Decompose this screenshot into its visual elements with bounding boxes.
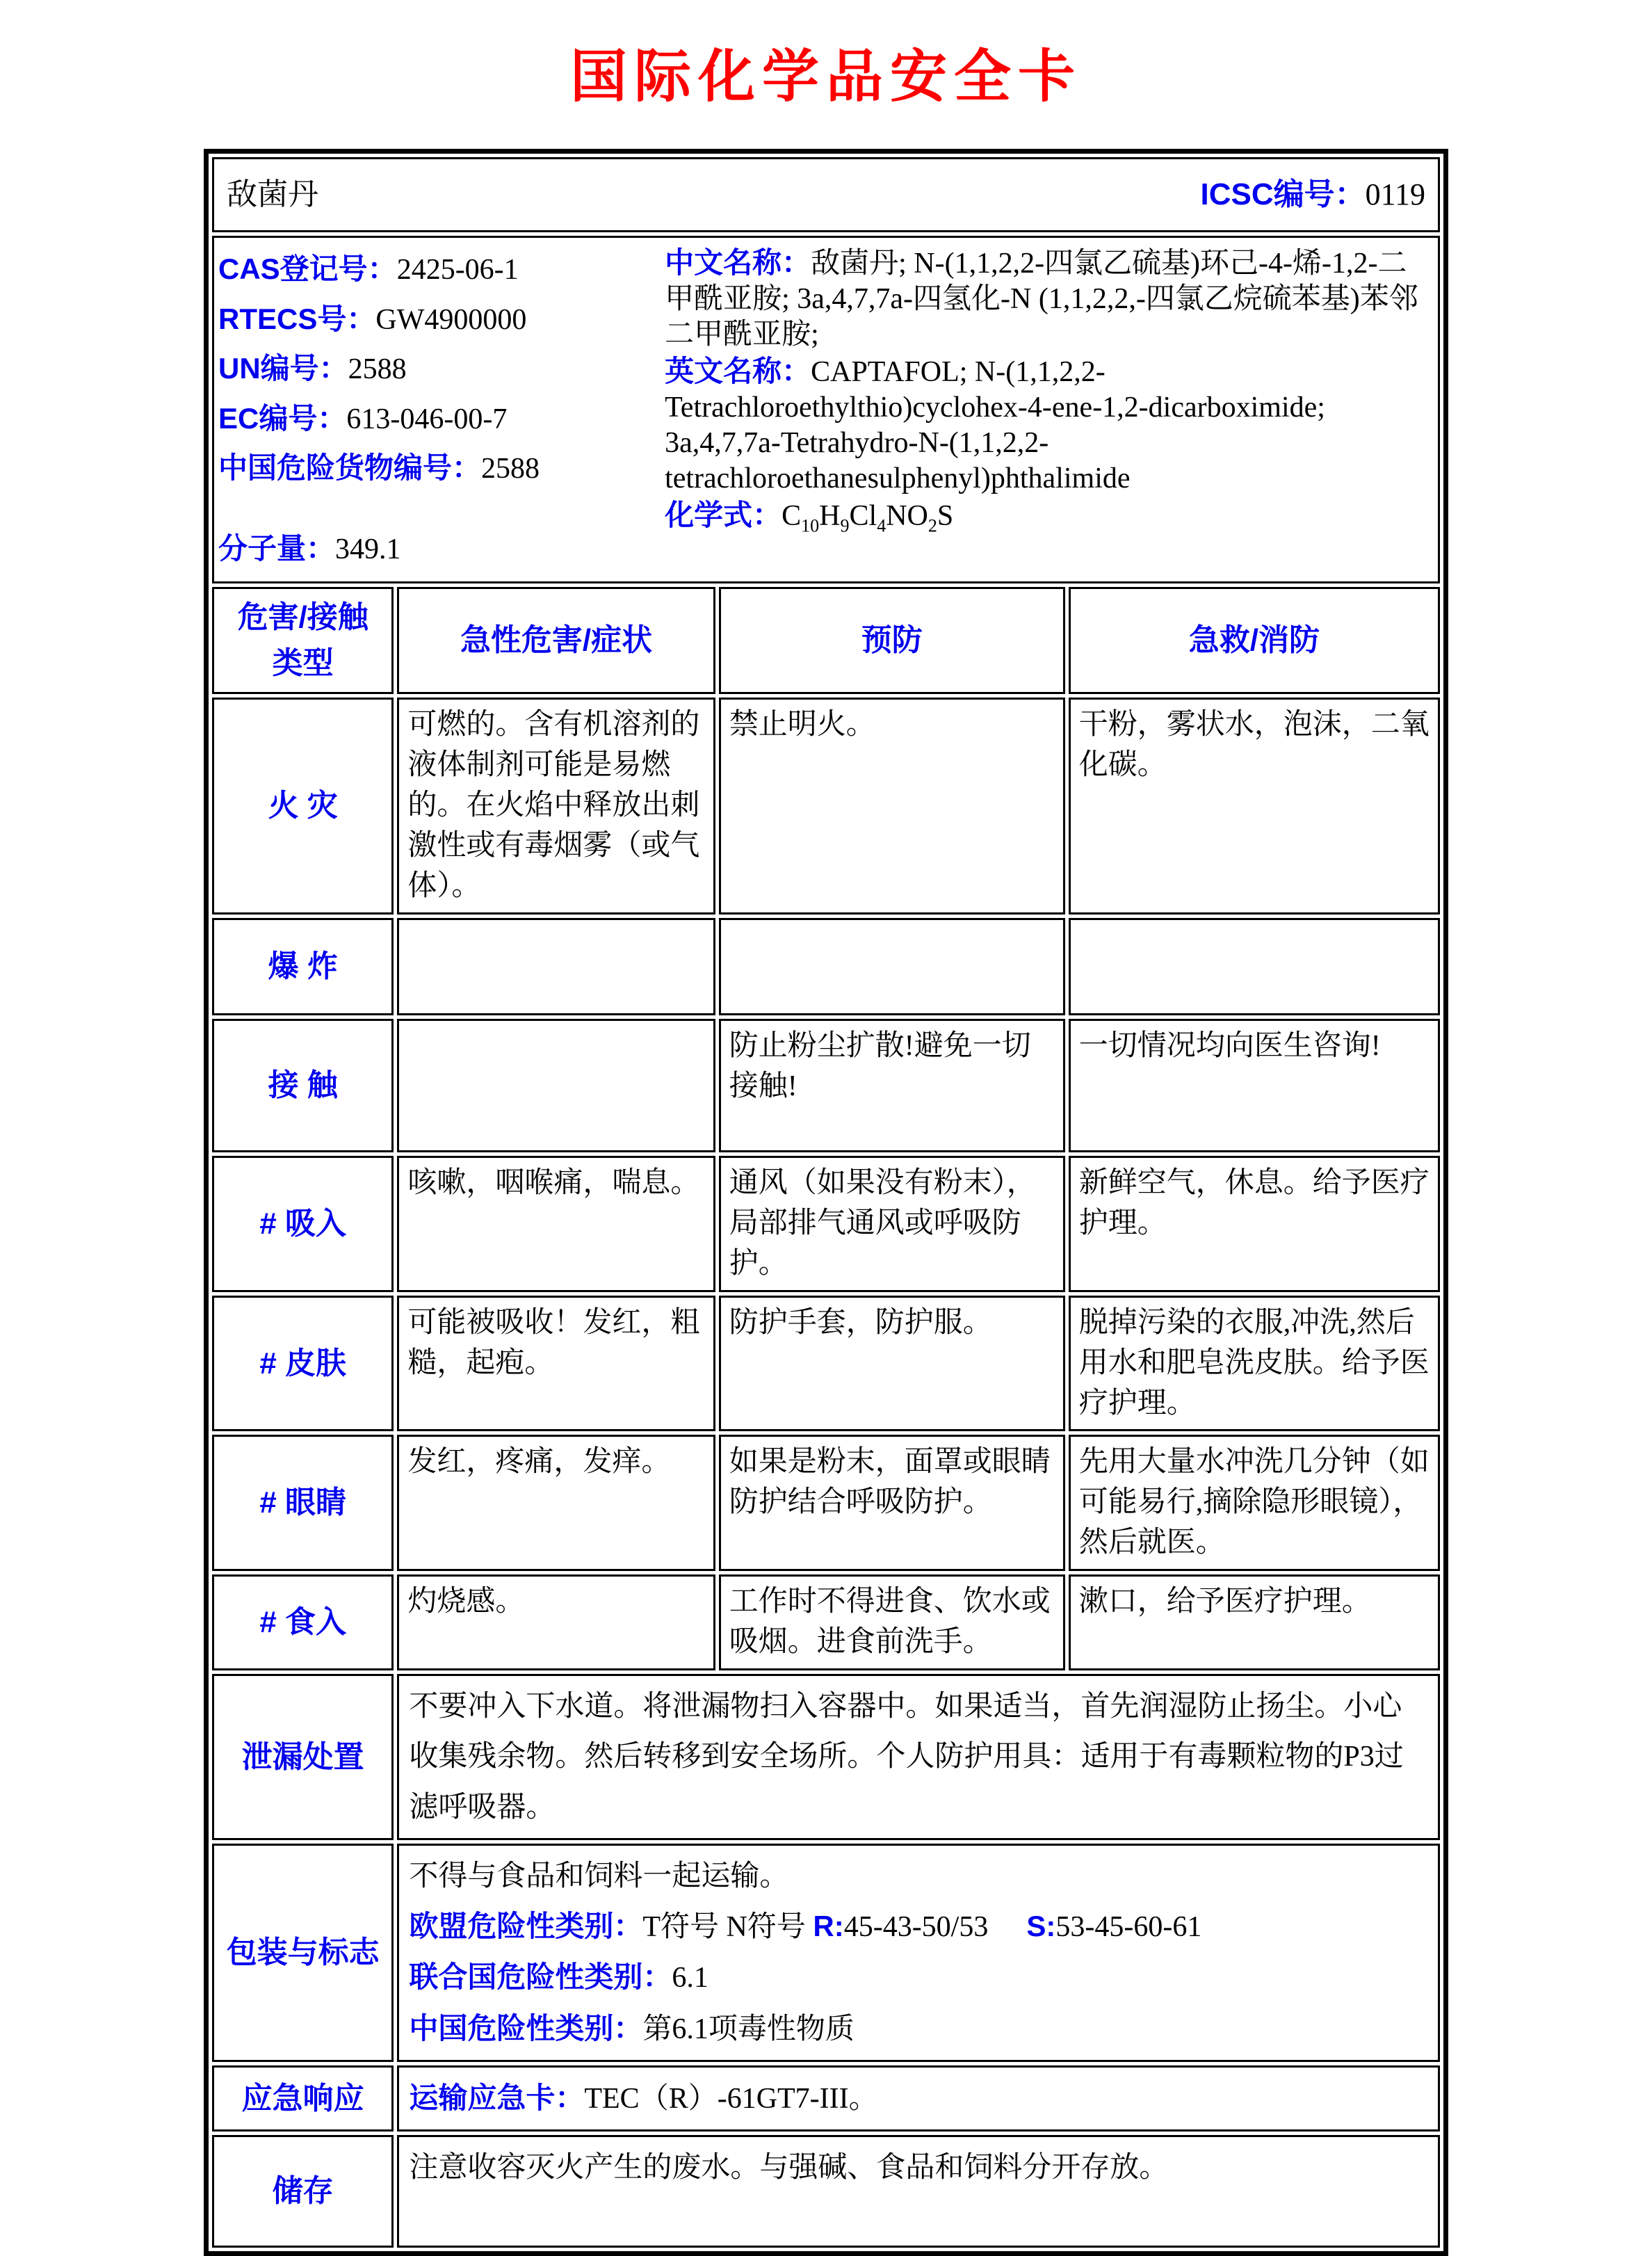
r-phrases-label: R:	[813, 1910, 844, 1943]
column-header-hazard-type-line1: 危害/接触	[237, 600, 369, 634]
contact-prevention: 防止粉尘扩散!避免一切接触!	[719, 1019, 1065, 1152]
chemical-formula-value: $C_{10}H_9Cl_4NO_2S$	[782, 499, 954, 536]
molecular-weight-value: 349.1	[335, 533, 401, 566]
storage-row	[212, 2135, 1440, 2248]
emergency-type-label: 应急响应	[212, 2065, 394, 2132]
skin-type-label: # 皮肤	[212, 1296, 394, 1432]
english-name-value: CAPTAFOL; N-(1,1,2,2-Tetrachloroethylthio)cyclohex-4-ene-1,2-dicarboximide; 3a,4,7,7a-Tetrahydro-N-(1,1,2,2-tetrachloroethanesulphenyl)phthalimide	[665, 355, 1325, 495]
molecular-weight-line	[218, 524, 651, 574]
ingestion-response: 漱口，给予医疗护理。	[1069, 1574, 1440, 1670]
chinese-name-block	[665, 245, 1434, 353]
column-header-firstaid-firefighting-label: 急救/消防	[1188, 623, 1320, 657]
un-class-value: 6.1	[672, 1962, 708, 1995]
column-header-hazard-type	[212, 587, 394, 694]
un-number-label: UN编号：	[218, 352, 348, 385]
hazard-row-inhalation	[212, 1156, 1440, 1292]
hazard-row-explosion	[212, 918, 1440, 1015]
explosion-prevention	[719, 918, 1065, 1015]
eyes-prevention: 如果是粉末，面罩或眼睛防护结合呼吸防护。	[719, 1435, 1065, 1571]
chemical-formula-block	[665, 497, 1434, 537]
contact-type-label: 接 触	[212, 1019, 394, 1152]
explosion-symptoms	[397, 918, 715, 1015]
icsc-number-value: 0119	[1365, 177, 1425, 211]
ec-number-line	[218, 394, 651, 444]
transport-emergency-card-label: 运输应急卡：	[409, 2081, 585, 2114]
english-name-label: 英文名称：	[665, 354, 811, 387]
eyes-symptoms: 发红，疼痛，发痒。	[397, 1435, 715, 1571]
skin-prevention: 防护手套，防护服。	[719, 1296, 1065, 1432]
packaging-cn-class-line	[409, 2004, 1428, 2054]
ingestion-symptoms: 灼烧感。	[397, 1574, 715, 1670]
packaging-row	[212, 1844, 1440, 2062]
s-phrases-label: S:	[1026, 1910, 1056, 1943]
hazard-row-ingestion	[212, 1574, 1440, 1670]
icsc-number-group	[1201, 174, 1426, 216]
icsc-number-label: ICSC编号：	[1200, 177, 1366, 211]
identifiers-row	[212, 236, 1440, 583]
spillage-content: 不要冲入下水道。将泄漏物扫入容器中。如果适当，首先润湿防止扬尘。小心收集残余物。然后转移到安全场所。个人防护用具：适用于有毒颗粒物的P3过滤呼吸器。	[397, 1674, 1440, 1840]
r-phrases-value: 45-43-50/53	[843, 1911, 989, 1944]
ingestion-prevention: 工作时不得进食、饮水或吸烟。进食前洗手。	[719, 1574, 1065, 1670]
cas-number-label: CAS登记号：	[218, 252, 397, 285]
rtecs-number-value: GW4900000	[375, 303, 527, 336]
icsc-card	[204, 149, 1448, 2256]
packaging-content	[397, 1844, 1440, 2062]
spillage-row	[212, 1674, 1440, 1840]
un-number-line	[218, 344, 651, 394]
hazard-row-fire	[212, 698, 1440, 915]
hazard-row-contact	[212, 1019, 1440, 1152]
column-header-firstaid-firefighting	[1069, 587, 1440, 694]
inhalation-prevention: 通风（如果没有粉末），局部排气通风或呼吸防护。	[719, 1156, 1065, 1292]
molecular-weight-label: 分子量：	[218, 532, 336, 565]
eu-class-label: 欧盟危险性类别：	[409, 1910, 643, 1943]
china-dangerous-goods-number-value: 2588	[481, 453, 540, 485]
skin-symptoms: 可能被吸收！发红，粗糙，起疱。	[397, 1296, 715, 1432]
contact-response: 一切情况均向医生咨询!	[1069, 1019, 1440, 1152]
inhalation-type-label: # 吸入	[212, 1156, 394, 1292]
column-header-symptoms	[397, 587, 715, 694]
fire-response: 干粉，雾状水，泡沫，二氧化碳。	[1069, 698, 1440, 915]
contact-symptoms	[397, 1019, 715, 1152]
ec-number-label: EC编号：	[218, 401, 347, 435]
spillage-type-label: 泄漏处置	[212, 1674, 394, 1840]
inhalation-response: 新鲜空气，休息。给予医疗护理。	[1069, 1156, 1440, 1292]
storage-type-label: 储存	[212, 2135, 394, 2248]
eyes-response: 先用大量水冲洗几分钟（如可能易行,摘除隐形眼镜），然后就医。	[1069, 1435, 1440, 1571]
eyes-type-label: # 眼睛	[212, 1435, 394, 1571]
card-header-cell	[212, 157, 1440, 232]
s-phrases-value: 53-45-60-61	[1055, 1911, 1202, 1944]
eu-class-symbols: T符号 N符号	[642, 1911, 813, 1944]
english-name-block	[665, 353, 1434, 497]
column-header-prevention	[719, 587, 1065, 694]
card-header-row	[212, 157, 1440, 232]
cn-class-label: 中国危险性类别：	[409, 2011, 643, 2045]
cas-number-value: 2425-06-1	[396, 254, 519, 286]
transport-emergency-card-value: TEC（R）-61GT7-III。	[584, 2082, 878, 2115]
emergency-response-row	[212, 2065, 1440, 2132]
packaging-type-label: 包装与标志	[212, 1844, 394, 2062]
hazard-row-skin	[212, 1296, 1440, 1432]
rtecs-number-line	[218, 295, 651, 345]
substance-name: 敌菌丹	[227, 177, 318, 211]
chinese-name-label: 中文名称：	[665, 246, 811, 279]
storage-content: 注意收容灭火产生的废水。与强碱、食品和饲料分开存放。	[397, 2135, 1440, 2248]
skin-response: 脱掉污染的衣服,冲洗,然后用水和肥皂洗皮肤。给予医疗护理。	[1069, 1296, 1440, 1432]
packaging-eu-class-line	[409, 1901, 1428, 1952]
column-header-hazard-type-line2: 类型	[272, 646, 334, 680]
fire-symptoms: 可燃的。含有机溶剂的液体制剂可能是易燃的。在火焰中释放出刺激性或有毒烟雾（或气体）。	[397, 698, 715, 915]
un-class-label: 联合国危险性类别：	[409, 1960, 672, 1994]
cas-number-line	[218, 245, 651, 295]
chemical-formula-label: 化学式：	[665, 498, 782, 531]
identifiers-right-column	[665, 245, 1434, 574]
china-dangerous-goods-number-line	[218, 444, 651, 494]
rtecs-number-label: RTECS号：	[218, 302, 376, 335]
explosion-type-label: 爆 炸	[212, 918, 394, 1015]
cn-class-value: 第6.1项毒性物质	[642, 2013, 855, 2045]
ingestion-type-label: # 食入	[212, 1574, 394, 1670]
column-header-prevention-label: 预防	[861, 623, 923, 657]
explosion-response	[1069, 918, 1440, 1015]
emergency-content	[397, 2065, 1440, 2132]
inhalation-symptoms: 咳嗽，咽喉痛，喘息。	[397, 1156, 715, 1292]
un-number-value: 2588	[348, 353, 407, 386]
fire-type-label: 火 灾	[212, 698, 394, 915]
packaging-un-class-line	[409, 1952, 1428, 2003]
hazard-table-header-row	[212, 587, 1440, 694]
chinese-name-value: 敌菌丹; N-(1,1,2,2-四氯乙硫基)环己-4-烯-1,2-二甲酰亚胺; 3a,4,7,7a-四氢化-N (1,1,2,2,-四氯乙烷硫苯基)苯邻二甲酰亚胺;	[665, 248, 1418, 351]
identifiers-cell	[212, 236, 1440, 583]
packaging-transport-note: 不得与食品和饲料一起运输。	[409, 1860, 789, 1892]
column-header-symptoms-label: 急性危害/症状	[460, 623, 653, 657]
china-dangerous-goods-number-label: 中国危险货物编号：	[218, 451, 482, 485]
identifiers-spacer	[218, 494, 651, 525]
ec-number-value: 613-046-00-7	[346, 403, 508, 435]
identifiers-left-column	[218, 245, 651, 574]
fire-prevention: 禁止明火。	[719, 698, 1065, 915]
hazard-row-eyes	[212, 1435, 1440, 1571]
page-title: 国际化学品安全卡	[569, 45, 1082, 108]
